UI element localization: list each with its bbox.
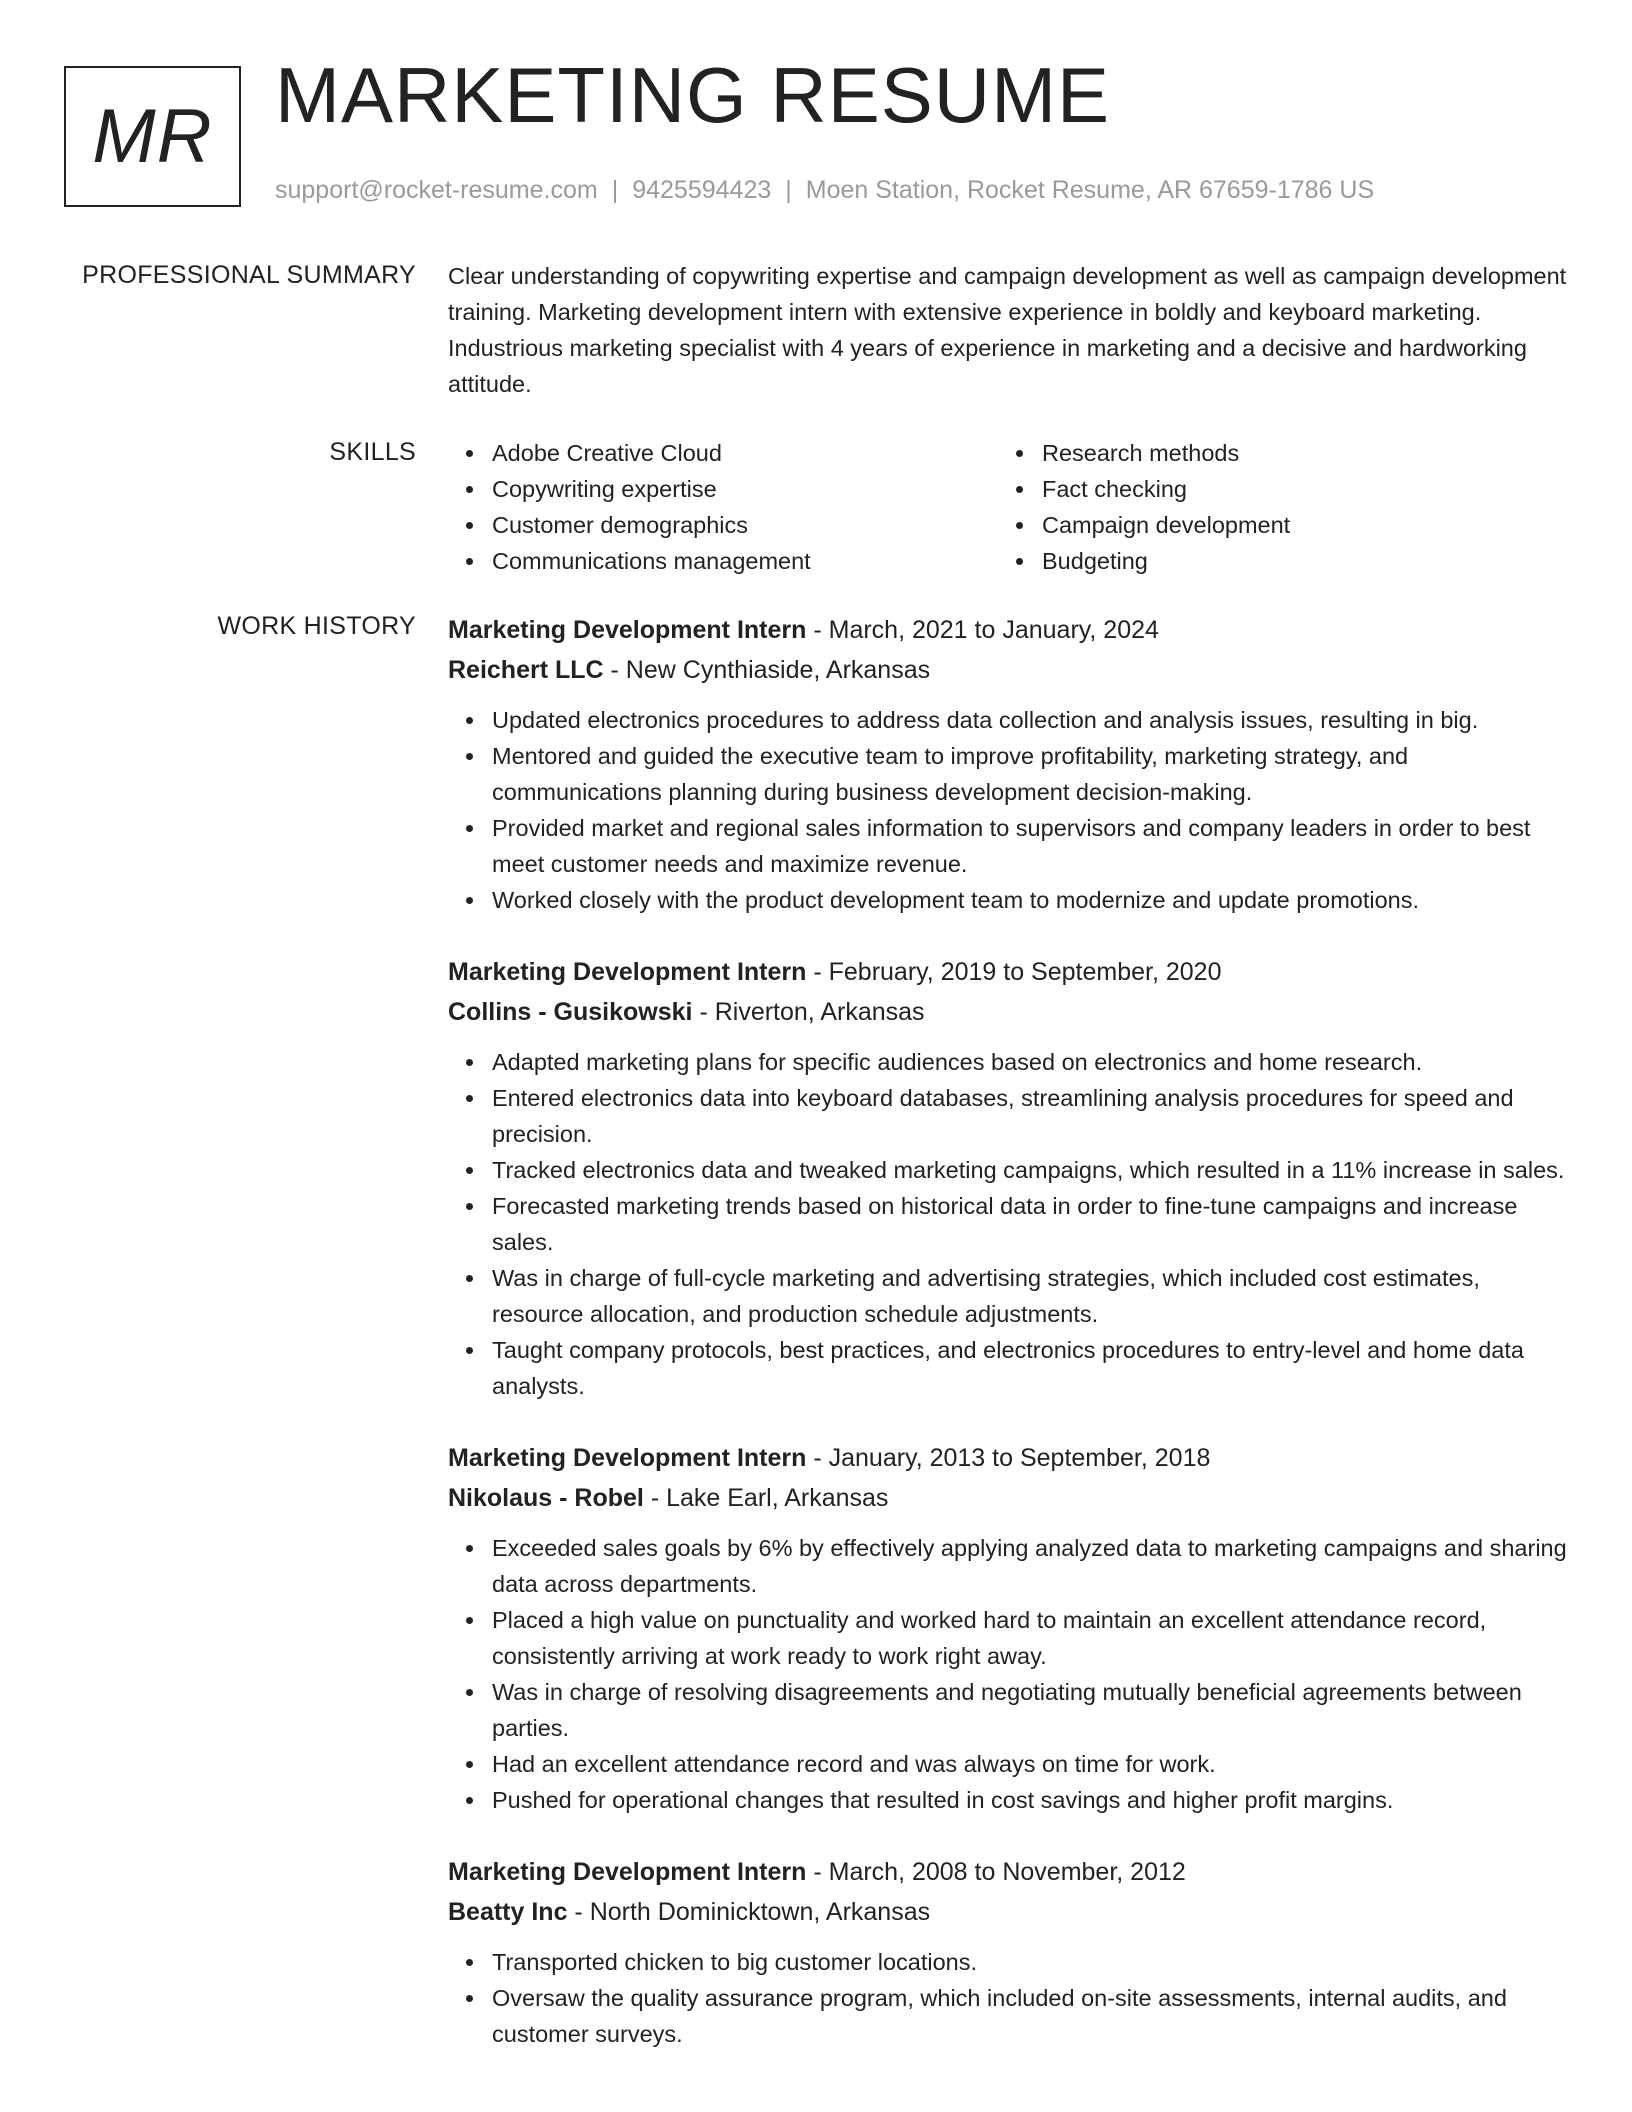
- skill-item: Budgeting: [998, 543, 1548, 579]
- job-bullets: [448, 1530, 1568, 1818]
- job-dates: - March, 2021 to January, 2024: [806, 616, 1159, 644]
- contact-phone[interactable]: 9425594423: [632, 176, 772, 204]
- skills-list-left: [448, 435, 998, 579]
- skill-item: Research methods: [998, 435, 1548, 471]
- work-history-heading: WORK HISTORY: [217, 612, 416, 640]
- skill-item: Fact checking: [998, 471, 1548, 507]
- monogram-logo: MR: [64, 66, 241, 207]
- summary-heading: PROFESSIONAL SUMMARY: [82, 261, 416, 289]
- job-dates: - February, 2019 to September, 2020: [806, 958, 1222, 986]
- job-entry: [448, 1438, 1568, 1818]
- job-bullet: Was in charge of full-cycle marketing and advertising strategies, which included cost estimates, resource allocation, and production schedule adjustments.: [448, 1260, 1568, 1332]
- job-bullets: [448, 1044, 1568, 1404]
- job-company-line: [448, 992, 1568, 1032]
- job-bullet: Exceeded sales goals by 6% by effectively applying analyzed data to marketing campaigns and sharing data across departments.: [448, 1530, 1568, 1602]
- job-title: Marketing Development Intern: [448, 616, 807, 644]
- job-bullet: Oversaw the quality assurance program, which included on-site assessments, internal audits, and customer surveys.: [448, 1980, 1568, 2052]
- job-bullets: [448, 1944, 1568, 2052]
- contact-line: [275, 176, 1374, 205]
- job-company: Collins - Gusikowski: [448, 998, 693, 1026]
- job-bullets: [448, 702, 1568, 918]
- job-bullet: Placed a high value on punctuality and worked hard to maintain an excellent attendance record, consistently arriving at work ready to work right away.: [448, 1602, 1568, 1674]
- job-location: - Riverton, Arkansas: [692, 998, 925, 1026]
- job-company: Nikolaus - Robel: [448, 1484, 644, 1512]
- job-bullet: Provided market and regional sales information to supervisors and company leaders in order to best meet customer needs and maximize revenue.: [448, 810, 1568, 882]
- job-title: Marketing Development Intern: [448, 1444, 807, 1472]
- job-company: Beatty Inc: [448, 1898, 568, 1926]
- skill-item: Communications management: [448, 543, 998, 579]
- job-dates: - January, 2013 to September, 2018: [806, 1444, 1211, 1472]
- job-title-line: [448, 952, 1568, 992]
- work-history-body: [448, 610, 1568, 2086]
- job-company-line: [448, 1892, 1568, 1932]
- skill-item: Campaign development: [998, 507, 1548, 543]
- job-bullet: Tracked electronics data and tweaked marketing campaigns, which resulted in a 11% increase in sales.: [448, 1152, 1568, 1188]
- job-title-line: [448, 1438, 1568, 1478]
- skill-item: Adobe Creative Cloud: [448, 435, 998, 471]
- contact-address: Moen Station, Rocket Resume, AR 67659-1786 US: [805, 176, 1375, 204]
- resume-title: MARKETING RESUME: [275, 51, 1111, 139]
- job-title: Marketing Development Intern: [448, 958, 807, 986]
- job-title-line: [448, 1852, 1568, 1892]
- job-bullet: Was in charge of resolving disagreements and negotiating mutually beneficial agreements between parties.: [448, 1674, 1568, 1746]
- job-dates: - March, 2008 to November, 2012: [806, 1858, 1186, 1886]
- job-location: - North Dominicktown, Arkansas: [567, 1898, 931, 1926]
- job-entry: [448, 952, 1568, 1404]
- job-bullet: Mentored and guided the executive team to improve profitability, marketing strategy, and communications planning during business development decision-making.: [448, 738, 1568, 810]
- job-bullet: Adapted marketing plans for specific audiences based on electronics and home research.: [448, 1044, 1568, 1080]
- job-bullet: Pushed for operational changes that resulted in cost savings and higher profit margins.: [448, 1782, 1568, 1818]
- job-bullet: Forecasted marketing trends based on historical data in order to fine-tune campaigns and increase sales.: [448, 1188, 1568, 1260]
- job-bullet: Entered electronics data into keyboard databases, streamlining analysis procedures for speed and precision.: [448, 1080, 1568, 1152]
- job-bullet: Updated electronics procedures to address data collection and analysis issues, resulting in big.: [448, 702, 1568, 738]
- job-company-line: [448, 650, 1568, 690]
- job-bullet: Worked closely with the product development team to modernize and update promotions.: [448, 882, 1568, 918]
- skill-item: Copywriting expertise: [448, 471, 998, 507]
- job-bullet: Transported chicken to big customer locations.: [448, 1944, 1568, 1980]
- summary-text: Clear understanding of copywriting expertise and campaign development as well as campaign development training. Marketing development intern with extensive experience in boldly and keyboard marketing. Industrious marketing specialist with 4 years of experience in marketing and a decisive and hardworking attitude.: [448, 263, 1567, 397]
- skills-heading: SKILLS: [329, 438, 416, 466]
- job-bullet: Taught company protocols, best practices, and electronics procedures to entry-level and home data analysts.: [448, 1332, 1568, 1404]
- job-title-line: [448, 610, 1568, 650]
- job-location: - Lake Earl, Arkansas: [643, 1484, 889, 1512]
- job-entry: [448, 1852, 1568, 2052]
- job-bullet: Had an excellent attendance record and was always on time for work.: [448, 1746, 1568, 1782]
- summary-body: [448, 258, 1568, 402]
- job-title: Marketing Development Intern: [448, 1858, 807, 1886]
- job-entry: [448, 610, 1568, 918]
- contact-email[interactable]: support@rocket-resume.com: [275, 176, 598, 204]
- skills-grid: [448, 435, 1568, 579]
- contact-separator: |: [611, 176, 619, 204]
- skills-list-right: [998, 435, 1548, 579]
- contact-separator: |: [785, 176, 792, 204]
- job-location: - New Cynthiaside, Arkansas: [603, 656, 931, 684]
- job-company: Reichert LLC: [448, 656, 604, 684]
- job-company-line: [448, 1478, 1568, 1518]
- skill-item: Customer demographics: [448, 507, 998, 543]
